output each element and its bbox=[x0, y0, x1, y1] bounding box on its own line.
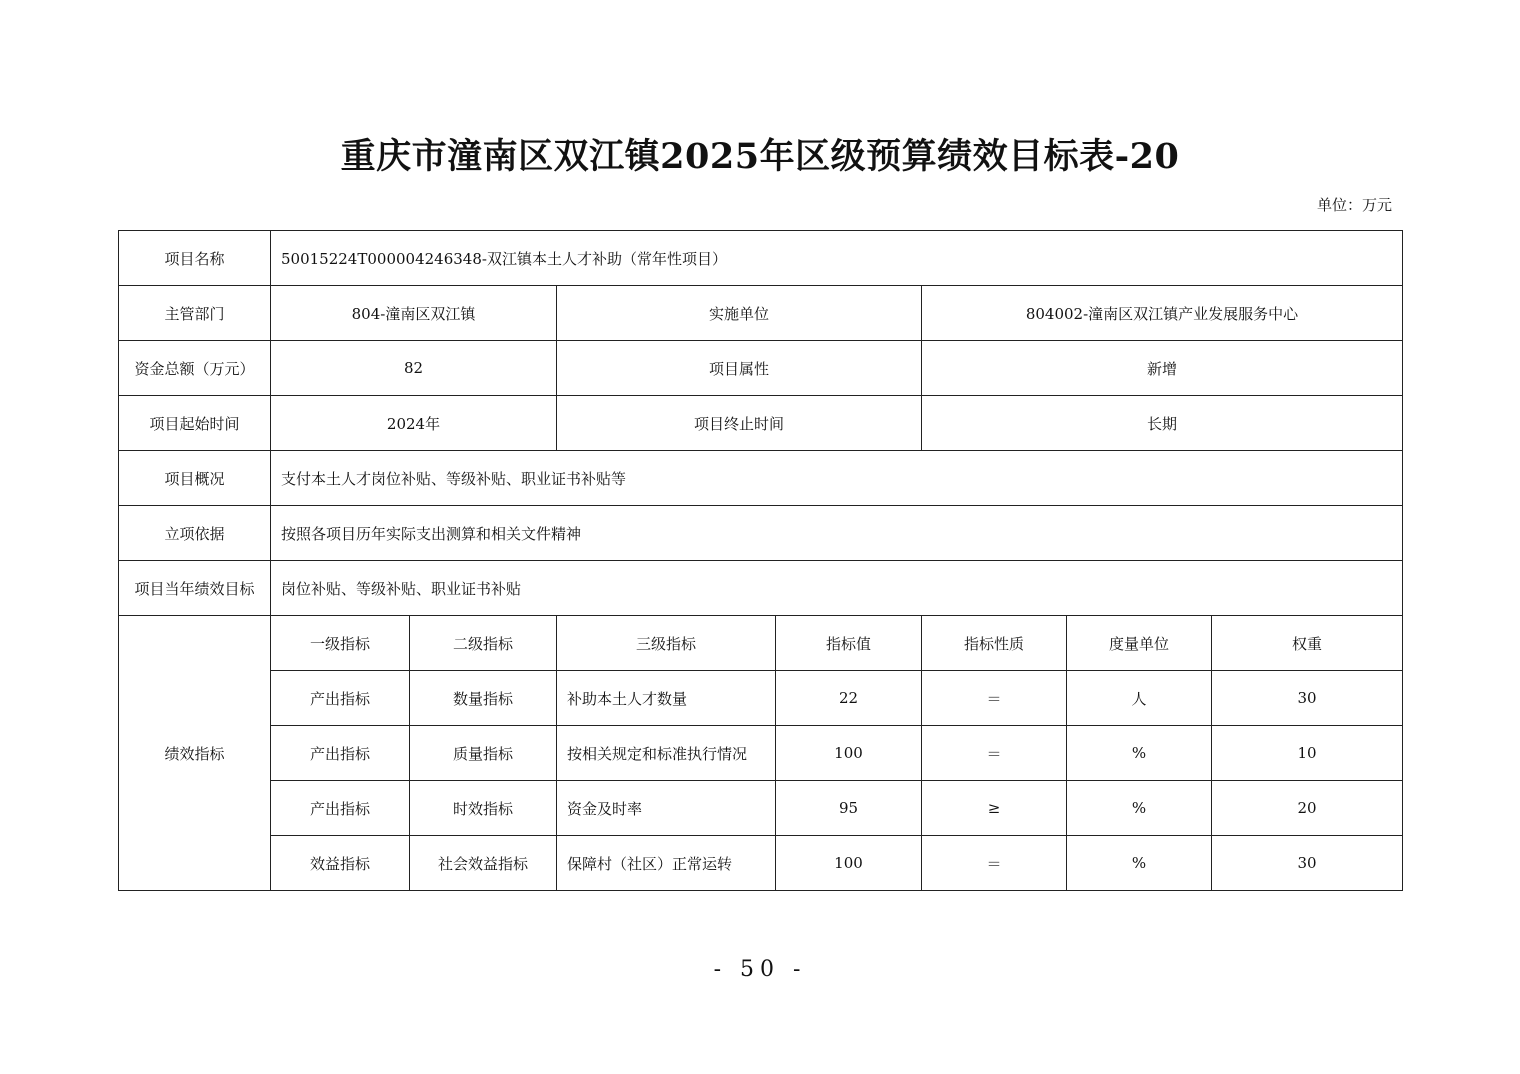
indicator-unit: % bbox=[1067, 781, 1212, 836]
overview-label: 项目概况 bbox=[119, 451, 271, 506]
header-level1: 一级指标 bbox=[271, 616, 410, 671]
header-value: 指标值 bbox=[776, 616, 922, 671]
indicator-value: 95 bbox=[776, 781, 922, 836]
project-name-label: 项目名称 bbox=[119, 231, 271, 286]
dept-value: 804-潼南区双江镇 bbox=[271, 286, 557, 341]
header-nature: 指标性质 bbox=[922, 616, 1067, 671]
row-dept bbox=[119, 286, 1403, 341]
table-row bbox=[119, 781, 1403, 836]
basis-value: 按照各项目历年实际支出测算和相关文件精神 bbox=[271, 506, 1403, 561]
indicator-level1: 效益指标 bbox=[271, 836, 410, 891]
impl-unit-value: 804002-潼南区双江镇产业发展服务中心 bbox=[922, 286, 1403, 341]
table-row bbox=[119, 836, 1403, 891]
page-number: - 50 - bbox=[713, 957, 807, 982]
goal-label: 项目当年绩效目标 bbox=[119, 561, 271, 616]
indicators-label: 绩效指标 bbox=[119, 616, 271, 891]
dept-label: 主管部门 bbox=[119, 286, 271, 341]
indicator-level3: 补助本土人才数量 bbox=[557, 671, 776, 726]
performance-table bbox=[118, 230, 1403, 891]
indicator-weight: 20 bbox=[1212, 781, 1403, 836]
indicator-value: 100 bbox=[776, 836, 922, 891]
header-unit: 度量单位 bbox=[1067, 616, 1212, 671]
attr-value: 新增 bbox=[922, 341, 1403, 396]
indicator-unit: % bbox=[1067, 726, 1212, 781]
indicator-weight: 30 bbox=[1212, 671, 1403, 726]
indicator-header-row bbox=[119, 616, 1403, 671]
indicator-value: 22 bbox=[776, 671, 922, 726]
table-row bbox=[119, 726, 1403, 781]
indicator-value: 100 bbox=[776, 726, 922, 781]
indicator-level1: 产出指标 bbox=[271, 726, 410, 781]
start-label: 项目起始时间 bbox=[119, 396, 271, 451]
indicator-nature: ＝ bbox=[922, 836, 1067, 891]
basis-label: 立项依据 bbox=[119, 506, 271, 561]
indicator-level2: 质量指标 bbox=[410, 726, 557, 781]
page-title: 重庆市潼南区双江镇2025年区级预算绩效目标表-20 bbox=[340, 136, 1180, 177]
unit-label: 单位：万元 bbox=[1316, 196, 1392, 214]
row-funds bbox=[119, 341, 1403, 396]
indicator-unit: % bbox=[1067, 836, 1212, 891]
indicator-nature: ＝ bbox=[922, 671, 1067, 726]
indicator-level2: 时效指标 bbox=[410, 781, 557, 836]
overview-value: 支付本土人才岗位补贴、等级补贴、职业证书补贴等 bbox=[271, 451, 1403, 506]
indicator-level3: 按相关规定和标准执行情况 bbox=[557, 726, 776, 781]
indicator-level3: 保障村（社区）正常运转 bbox=[557, 836, 776, 891]
indicator-level1: 产出指标 bbox=[271, 671, 410, 726]
header-level2: 二级指标 bbox=[410, 616, 557, 671]
end-label: 项目终止时间 bbox=[557, 396, 922, 451]
attr-label: 项目属性 bbox=[557, 341, 922, 396]
header-level3: 三级指标 bbox=[557, 616, 776, 671]
header-weight: 权重 bbox=[1212, 616, 1403, 671]
indicator-nature: ≥ bbox=[922, 781, 1067, 836]
project-name-value: 50015224T000004246348-双江镇本土人才补助（常年性项目） bbox=[271, 231, 1403, 286]
indicator-weight: 30 bbox=[1212, 836, 1403, 891]
row-period bbox=[119, 396, 1403, 451]
indicator-level2: 社会效益指标 bbox=[410, 836, 557, 891]
start-value: 2024年 bbox=[271, 396, 557, 451]
indicator-weight: 10 bbox=[1212, 726, 1403, 781]
indicator-nature: ＝ bbox=[922, 726, 1067, 781]
row-project-name bbox=[119, 231, 1403, 286]
funds-label: 资金总额（万元） bbox=[119, 341, 271, 396]
row-basis bbox=[119, 506, 1403, 561]
impl-unit-label: 实施单位 bbox=[557, 286, 922, 341]
row-overview bbox=[119, 451, 1403, 506]
table-row bbox=[119, 671, 1403, 726]
row-goal bbox=[119, 561, 1403, 616]
goal-value: 岗位补贴、等级补贴、职业证书补贴 bbox=[271, 561, 1403, 616]
end-value: 长期 bbox=[922, 396, 1403, 451]
funds-value: 82 bbox=[271, 341, 557, 396]
indicator-unit: 人 bbox=[1067, 671, 1212, 726]
indicator-level3: 资金及时率 bbox=[557, 781, 776, 836]
indicator-level1: 产出指标 bbox=[271, 781, 410, 836]
indicator-level2: 数量指标 bbox=[410, 671, 557, 726]
